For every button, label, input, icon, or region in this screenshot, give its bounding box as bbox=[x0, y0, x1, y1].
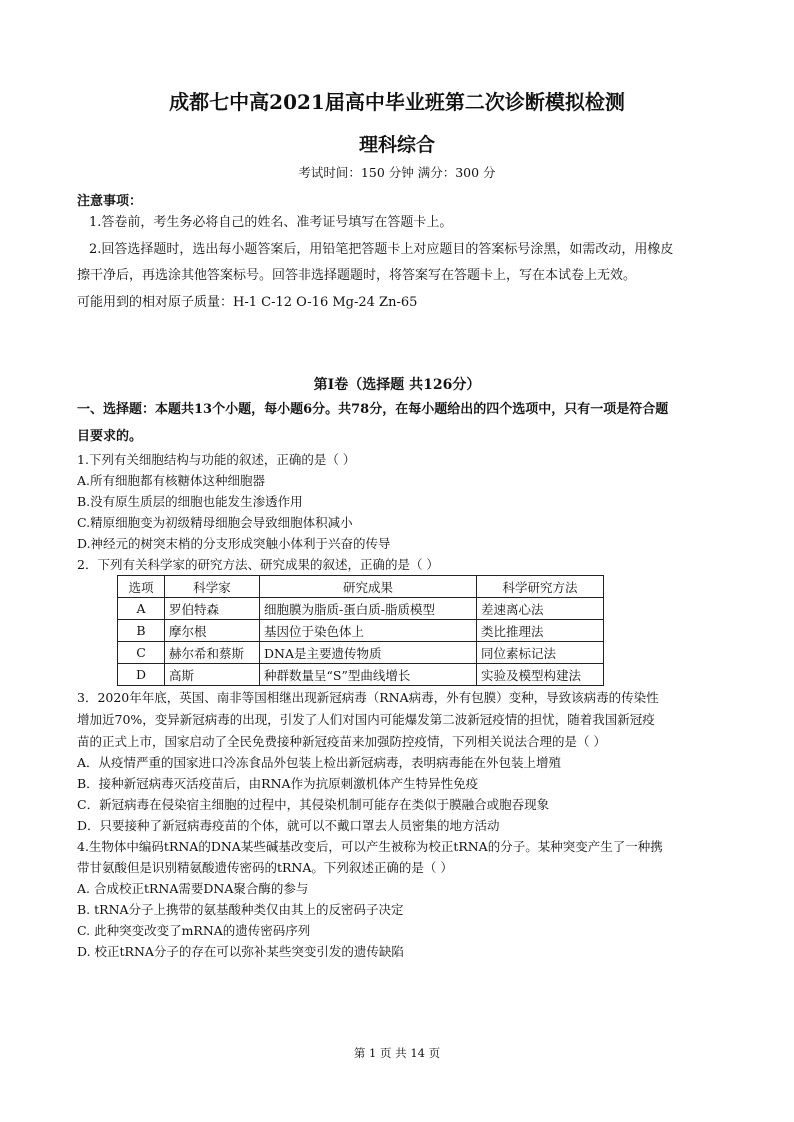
table-cell: C bbox=[118, 642, 165, 664]
table-row bbox=[118, 642, 604, 664]
section-instruction: 目要求的。 bbox=[77, 429, 143, 444]
question-3-stem: 增加近70%，变异新冠病毒的出现，引发了人们对国内可能爆发第二波新冠疫情的担忧，随着我国新冠疫 bbox=[77, 712, 655, 727]
section-instruction: 一、选择题：本题共13个小题，每小题6分。共78分，在每小题给出的四个选项中，只有一项是符合题 bbox=[77, 402, 669, 417]
table-header: 研究成果 bbox=[260, 576, 477, 598]
table-cell: B bbox=[118, 620, 165, 642]
question-1-option-b: B.没有原生质层的细胞也能发生渗透作用 bbox=[77, 494, 303, 509]
table-cell: 种群数量呈“S”型曲线增长 bbox=[260, 664, 477, 686]
table-cell: D bbox=[118, 664, 165, 686]
table-cell: 高斯 bbox=[165, 664, 260, 686]
question-3-option-a: A．从疫情严重的国家进口冷冻食品外包装上检出新冠病毒，表明病毒能在外包装上增殖 bbox=[77, 755, 562, 770]
atomic-masses: 可能用到的相对原子质量：H-1 C-12 O-16 Mg-24 Zn-65 bbox=[77, 295, 418, 310]
question-4-option-c: C. 此种突变改变了mRNA的遗传密码序列 bbox=[77, 923, 311, 938]
question-3-option-b: B．接种新冠病毒灭活疫苗后，由RNA作为抗原刺激机体产生特异性免疫 bbox=[77, 776, 479, 791]
question-4-stem: 4.生物体中编码tRNA的DNA某些碱基改变后，可以产生被称为校正tRNA的分子。某种突变产生了一种携 bbox=[77, 839, 663, 854]
question-2-stem: 2．下列有关科学家的研究方法、研究成果的叙述，正确的是（ ） bbox=[77, 557, 439, 572]
table-row bbox=[118, 598, 604, 620]
question-1-option-c: C.精原细胞变为初级精母细胞会导致细胞体积减小 bbox=[77, 515, 353, 530]
table-cell: 同位素标记法 bbox=[477, 642, 604, 664]
section-title: 第Ⅰ卷（选择题 共126分） bbox=[313, 377, 481, 393]
table-header: 科学研究方法 bbox=[477, 576, 604, 598]
table-cell: A bbox=[118, 598, 165, 620]
question-1-stem: 1.下列有关细胞结构与功能的叙述，正确的是（ ） bbox=[77, 452, 356, 467]
question-4-option-b: B. tRNA分子上携带的氨基酸种类仅由其上的反密码子决定 bbox=[77, 902, 404, 917]
table-header: 科学家 bbox=[165, 576, 260, 598]
table-cell: DNA是主要遗传物质 bbox=[260, 642, 477, 664]
page-subtitle: 理科综合 bbox=[358, 134, 435, 156]
exam-info: 考试时间：150 分钟 满分：300 分 bbox=[298, 165, 496, 180]
table-cell: 摩尔根 bbox=[165, 620, 260, 642]
question-3-option-c: C．新冠病毒在侵染宿主细胞的过程中，其侵染机制可能存在类似于膜融合或胞吞现象 bbox=[77, 797, 550, 812]
table-cell: 类比推理法 bbox=[477, 620, 604, 642]
notes-line: 擦干净后，再选涂其他答案标号。回答非选择题题时，将答案写在答题卡上，写在本试卷上无效。 bbox=[77, 268, 637, 283]
question-4-option-d: D. 校正tRNA分子的存在可以弥补某些突变引发的遗传缺陷 bbox=[77, 944, 404, 959]
table-cell: 罗伯特森 bbox=[165, 598, 260, 620]
table-cell: 细胞膜为脂质-蛋白质-脂质模型 bbox=[260, 598, 477, 620]
table-cell: 实验及模型构建法 bbox=[477, 664, 604, 686]
table-cell: 差速离心法 bbox=[477, 598, 604, 620]
page-title: 成都七中高2021届高中毕业班第二次诊断模拟检测 bbox=[169, 90, 625, 114]
table-cell: 基因位于染色体上 bbox=[260, 620, 477, 642]
question-2-table bbox=[117, 575, 604, 686]
question-1-option-a: A.所有细胞都有核糖体这种细胞器 bbox=[77, 473, 266, 488]
notes-line: 1.答卷前，考生务必将自己的姓名、准考证号填写在答题卡上。 bbox=[89, 215, 453, 230]
question-3-stem: 苗的正式上市，国家启动了全民免费接种新冠疫苗来加强防控疫情，下列相关说法合理的是（ ） bbox=[77, 734, 606, 749]
table-header: 选项 bbox=[118, 576, 165, 598]
table-row bbox=[118, 620, 604, 642]
table-header-row bbox=[118, 576, 604, 598]
table-row bbox=[118, 664, 604, 686]
notes-heading: 注意事项： bbox=[77, 194, 143, 209]
question-1-option-d: D.神经元的树突末梢的分支形成突触小体利于兴奋的传导 bbox=[77, 536, 391, 551]
notes-line: 2.回答选择题时，选出每小题答案后，用铅笔把答题卡上对应题目的答案标号涂黑，如需改动，用橡皮 bbox=[89, 242, 674, 257]
table-cell: 赫尔希和蔡斯 bbox=[165, 642, 260, 664]
question-4-stem: 带甘氨酸但是识别精氨酸遗传密码的tRNA。下列叙述正确的是（ ） bbox=[77, 860, 453, 875]
page-footer: 第 1 页 共 14 页 bbox=[353, 1046, 441, 1060]
question-4-option-a: A. 合成校正tRNA需要DNA聚合酶的参与 bbox=[77, 881, 309, 896]
question-3-stem: 3．2020年年底，英国、南非等国相继出现新冠病毒（RNA病毒，外有包膜）变种，导致该病毒的传染性 bbox=[77, 690, 659, 705]
question-3-option-d: D．只要接种了新冠病毒疫苗的个体，就可以不戴口罩去人员密集的地方活动 bbox=[77, 818, 500, 833]
